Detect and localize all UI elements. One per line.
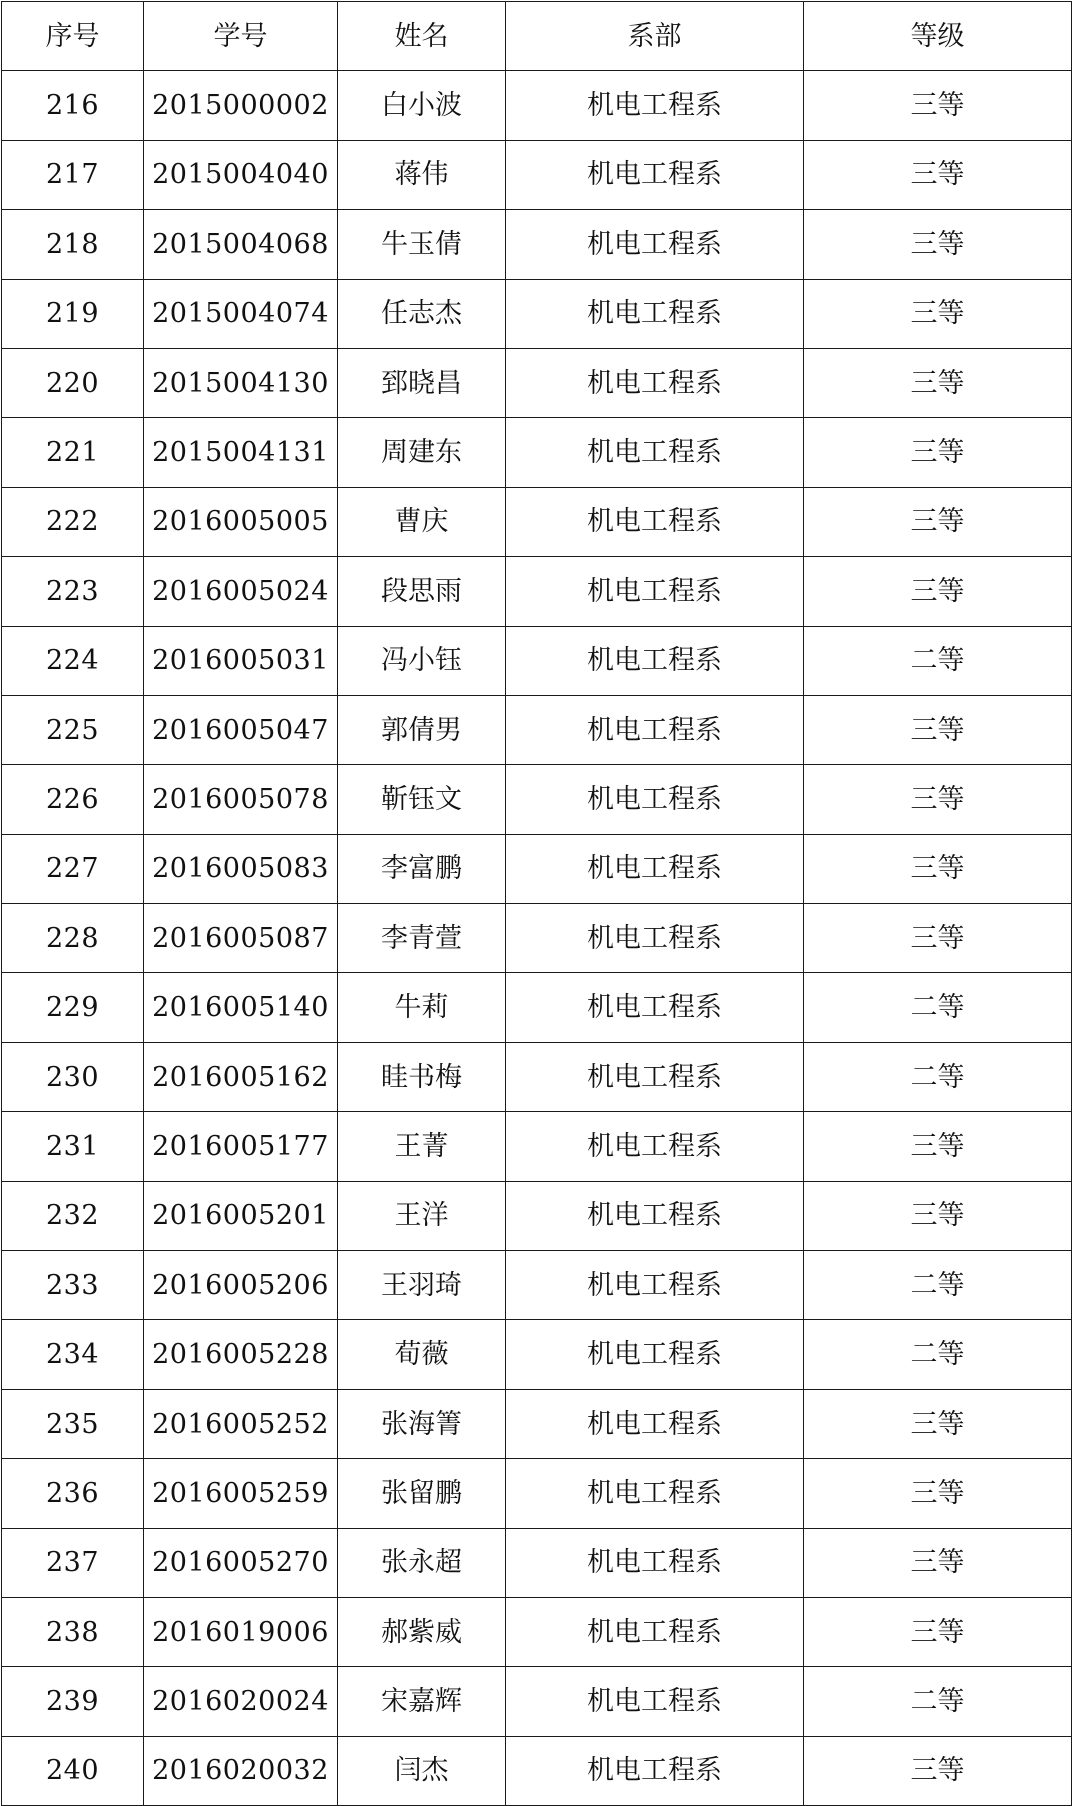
cell-grade: 三等 [804, 487, 1072, 556]
cell-department: 机电工程系 [506, 557, 804, 626]
cell-student-id: 2015000002 [144, 71, 338, 140]
table-row [2, 1181, 1072, 1250]
table-row [2, 1112, 1072, 1181]
table-row [2, 1320, 1072, 1389]
cell-serial-number: 220 [2, 348, 144, 417]
cell-student-id: 2015004131 [144, 418, 338, 487]
cell-name: 段思雨 [338, 557, 506, 626]
table-row [2, 71, 1072, 140]
cell-grade: 三等 [804, 279, 1072, 348]
header-department: 系部 [506, 2, 804, 71]
cell-department: 机电工程系 [506, 1042, 804, 1111]
cell-grade: 二等 [804, 973, 1072, 1042]
table-row [2, 904, 1072, 973]
cell-student-id: 2016005140 [144, 973, 338, 1042]
cell-department: 机电工程系 [506, 1459, 804, 1528]
table-row [2, 834, 1072, 903]
cell-student-id: 2016005206 [144, 1251, 338, 1320]
cell-student-id: 2016005201 [144, 1181, 338, 1250]
cell-name: 郝紫威 [338, 1597, 506, 1666]
cell-name: 王菁 [338, 1112, 506, 1181]
cell-serial-number: 218 [2, 210, 144, 279]
table-row [2, 279, 1072, 348]
cell-name: 闫杰 [338, 1736, 506, 1805]
cell-department: 机电工程系 [506, 1181, 804, 1250]
cell-student-id: 2016005270 [144, 1528, 338, 1597]
cell-department: 机电工程系 [506, 1251, 804, 1320]
cell-name: 郅晓昌 [338, 348, 506, 417]
table-row [2, 1736, 1072, 1805]
cell-name: 郭倩男 [338, 695, 506, 764]
cell-name: 宋嘉辉 [338, 1667, 506, 1736]
cell-serial-number: 219 [2, 279, 144, 348]
cell-department: 机电工程系 [506, 1597, 804, 1666]
cell-name: 张海箐 [338, 1389, 506, 1458]
table-row [2, 1667, 1072, 1736]
cell-name: 牛莉 [338, 973, 506, 1042]
header-grade: 等级 [804, 2, 1072, 71]
cell-grade: 三等 [804, 1389, 1072, 1458]
cell-grade: 三等 [804, 834, 1072, 903]
cell-serial-number: 236 [2, 1459, 144, 1528]
cell-student-id: 2016005228 [144, 1320, 338, 1389]
cell-department: 机电工程系 [506, 973, 804, 1042]
cell-serial-number: 217 [2, 140, 144, 209]
cell-student-id: 2015004068 [144, 210, 338, 279]
cell-department: 机电工程系 [506, 1389, 804, 1458]
cell-name: 牛玉倩 [338, 210, 506, 279]
cell-serial-number: 231 [2, 1112, 144, 1181]
cell-grade: 三等 [804, 418, 1072, 487]
cell-grade: 三等 [804, 210, 1072, 279]
cell-name: 张留鹏 [338, 1459, 506, 1528]
cell-serial-number: 224 [2, 626, 144, 695]
cell-grade: 三等 [804, 1112, 1072, 1181]
table-body [2, 71, 1072, 1806]
cell-name: 白小波 [338, 71, 506, 140]
header-row [2, 2, 1072, 71]
cell-grade: 三等 [804, 1459, 1072, 1528]
table-row [2, 973, 1072, 1042]
header-name: 姓名 [338, 2, 506, 71]
cell-student-id: 2016005005 [144, 487, 338, 556]
cell-department: 机电工程系 [506, 487, 804, 556]
cell-department: 机电工程系 [506, 765, 804, 834]
cell-name: 曹庆 [338, 487, 506, 556]
cell-grade: 三等 [804, 348, 1072, 417]
table-header [2, 2, 1072, 71]
cell-serial-number: 238 [2, 1597, 144, 1666]
table-row [2, 695, 1072, 764]
table-row [2, 140, 1072, 209]
cell-name: 李青萱 [338, 904, 506, 973]
cell-department: 机电工程系 [506, 418, 804, 487]
cell-name: 张永超 [338, 1528, 506, 1597]
cell-department: 机电工程系 [506, 626, 804, 695]
table-row [2, 1597, 1072, 1666]
cell-department: 机电工程系 [506, 1736, 804, 1805]
cell-serial-number: 240 [2, 1736, 144, 1805]
cell-name: 冯小钰 [338, 626, 506, 695]
cell-name: 眭书梅 [338, 1042, 506, 1111]
cell-student-id: 2016005177 [144, 1112, 338, 1181]
cell-department: 机电工程系 [506, 695, 804, 764]
table-row [2, 765, 1072, 834]
cell-grade: 三等 [804, 1181, 1072, 1250]
cell-serial-number: 232 [2, 1181, 144, 1250]
table-row [2, 418, 1072, 487]
table-row [2, 1251, 1072, 1320]
cell-student-id: 2016005259 [144, 1459, 338, 1528]
cell-name: 靳钰文 [338, 765, 506, 834]
cell-serial-number: 239 [2, 1667, 144, 1736]
cell-serial-number: 234 [2, 1320, 144, 1389]
cell-student-id: 2016005078 [144, 765, 338, 834]
cell-student-id: 2016019006 [144, 1597, 338, 1666]
cell-grade: 二等 [804, 626, 1072, 695]
cell-serial-number: 216 [2, 71, 144, 140]
cell-student-id: 2016005162 [144, 1042, 338, 1111]
table-row [2, 557, 1072, 626]
cell-student-id: 2016005024 [144, 557, 338, 626]
cell-department: 机电工程系 [506, 1528, 804, 1597]
cell-serial-number: 221 [2, 418, 144, 487]
cell-name: 蒋伟 [338, 140, 506, 209]
table-row [2, 1389, 1072, 1458]
header-student-id: 学号 [144, 2, 338, 71]
cell-department: 机电工程系 [506, 348, 804, 417]
table-row [2, 210, 1072, 279]
cell-grade: 三等 [804, 557, 1072, 626]
cell-grade: 二等 [804, 1251, 1072, 1320]
cell-department: 机电工程系 [506, 140, 804, 209]
cell-grade: 二等 [804, 1320, 1072, 1389]
cell-grade: 三等 [804, 695, 1072, 764]
cell-grade: 三等 [804, 71, 1072, 140]
cell-name: 李富鹏 [338, 834, 506, 903]
cell-student-id: 2016020032 [144, 1736, 338, 1805]
cell-name: 周建东 [338, 418, 506, 487]
cell-student-id: 2015004040 [144, 140, 338, 209]
header-serial-number: 序号 [2, 2, 144, 71]
cell-grade: 三等 [804, 904, 1072, 973]
cell-student-id: 2016005252 [144, 1389, 338, 1458]
cell-student-id: 2016005031 [144, 626, 338, 695]
cell-name: 王洋 [338, 1181, 506, 1250]
table-row [2, 487, 1072, 556]
cell-department: 机电工程系 [506, 834, 804, 903]
cell-name: 任志杰 [338, 279, 506, 348]
cell-student-id: 2016005087 [144, 904, 338, 973]
cell-grade: 三等 [804, 140, 1072, 209]
cell-serial-number: 233 [2, 1251, 144, 1320]
cell-serial-number: 225 [2, 695, 144, 764]
cell-serial-number: 223 [2, 557, 144, 626]
cell-grade: 三等 [804, 765, 1072, 834]
cell-department: 机电工程系 [506, 904, 804, 973]
cell-department: 机电工程系 [506, 210, 804, 279]
cell-name: 王羽琦 [338, 1251, 506, 1320]
cell-department: 机电工程系 [506, 71, 804, 140]
cell-grade: 三等 [804, 1528, 1072, 1597]
cell-grade: 三等 [804, 1736, 1072, 1805]
cell-student-id: 2016005047 [144, 695, 338, 764]
cell-student-id: 2015004074 [144, 279, 338, 348]
cell-serial-number: 229 [2, 973, 144, 1042]
cell-department: 机电工程系 [506, 279, 804, 348]
cell-name: 荀薇 [338, 1320, 506, 1389]
cell-department: 机电工程系 [506, 1667, 804, 1736]
table-row [2, 348, 1072, 417]
cell-department: 机电工程系 [506, 1112, 804, 1181]
table-row [2, 1459, 1072, 1528]
cell-student-id: 2016020024 [144, 1667, 338, 1736]
table-row [2, 626, 1072, 695]
cell-department: 机电工程系 [506, 1320, 804, 1389]
cell-serial-number: 237 [2, 1528, 144, 1597]
cell-serial-number: 228 [2, 904, 144, 973]
cell-student-id: 2015004130 [144, 348, 338, 417]
cell-serial-number: 230 [2, 1042, 144, 1111]
roster-table [1, 1, 1072, 1806]
cell-grade: 三等 [804, 1597, 1072, 1666]
cell-serial-number: 226 [2, 765, 144, 834]
cell-grade: 二等 [804, 1667, 1072, 1736]
cell-student-id: 2016005083 [144, 834, 338, 903]
cell-serial-number: 235 [2, 1389, 144, 1458]
cell-grade: 二等 [804, 1042, 1072, 1111]
cell-serial-number: 222 [2, 487, 144, 556]
table-row [2, 1528, 1072, 1597]
cell-serial-number: 227 [2, 834, 144, 903]
table-row [2, 1042, 1072, 1111]
